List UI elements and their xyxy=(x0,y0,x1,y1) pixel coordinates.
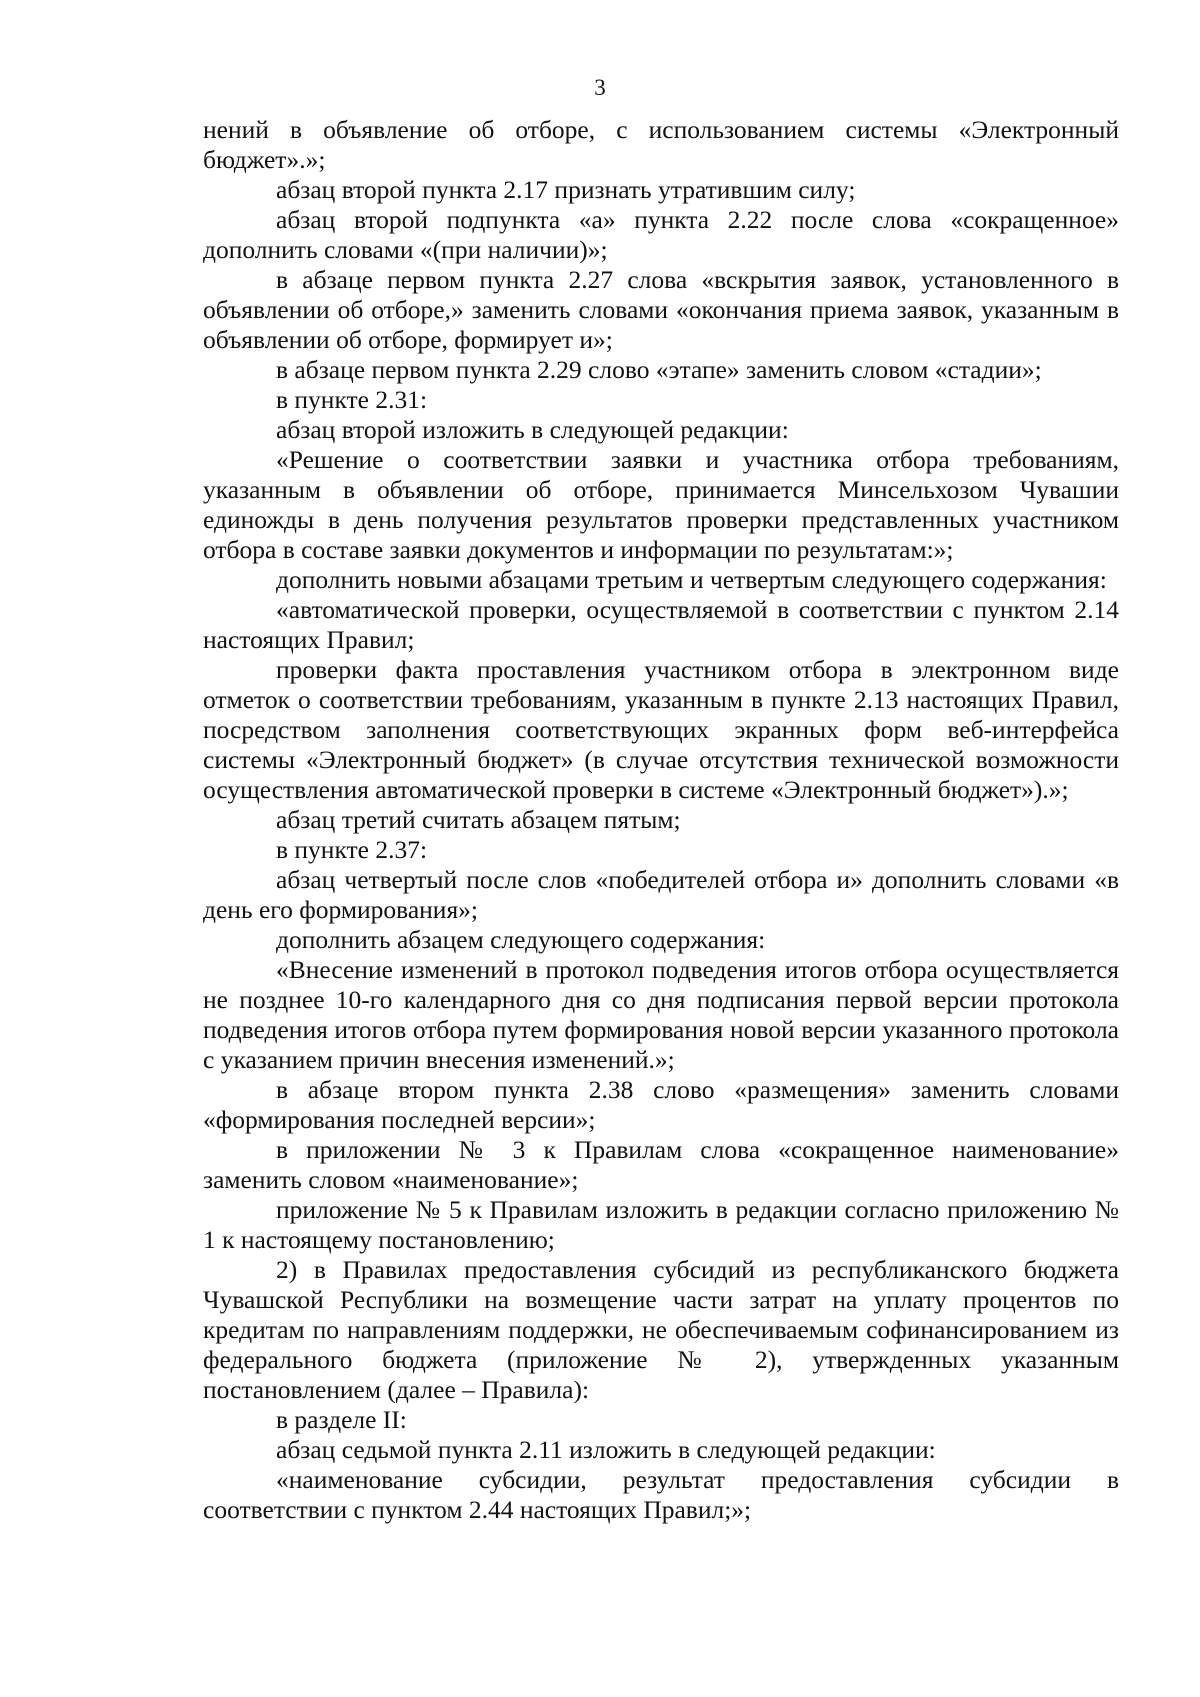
paragraph: дополнить абзацем следующего содержания: xyxy=(276,925,766,954)
paragraph: в абзаце первом пункта 2.29 слово «этапе» заменить словом «стадии»; xyxy=(276,355,1042,384)
paragraph: дополнить новыми абзацами третьим и четвертым следующего содержания: xyxy=(276,565,1107,594)
paragraph: абзац четвертый после слов «победителей отбора и» дополнить словами «в день его формирования»; xyxy=(203,865,1119,924)
paragraph: абзац седьмой пункта 2.11 изложить в следующей редакции: xyxy=(276,1435,936,1464)
paragraph: абзац третий считать абзацем пятым; xyxy=(276,805,681,834)
paragraph: в пункте 2.37: xyxy=(276,835,428,864)
paragraph: абзац второй изложить в следующей редакции: xyxy=(276,415,789,444)
page-number: 3 xyxy=(594,75,606,100)
paragraph: в приложении № 3 к Правилам слова «сокращенное наименование» заменить словом «наименование»; xyxy=(203,1135,1119,1194)
paragraph: абзац второй подпункта «а» пункта 2.22 после слова «сокращенное» дополнить словами «(при наличии)»; xyxy=(203,205,1119,264)
paragraph: в разделе II: xyxy=(276,1405,407,1434)
paragraph: проверки факта проставления участником отбора в электронном виде отметок о соответствии требованиям, указанным в пункте 2.13 настоящих Правил, посредством заполнения соответствующих экранных форм веб-интерфейса системы «Электронный бюджет» (в случае отсутствия технической возможности осуществления автоматической проверки в системе «Электронный бюджет»).»; xyxy=(203,655,1119,804)
paragraph: абзац второй пункта 2.17 признать утратившим силу; xyxy=(276,175,856,204)
paragraph: «Решение о соответствии заявки и участника отбора требованиям, указанным в объявлении об отборе, принимается Минсельхозом Чувашии единожды в день получения результатов проверки представленных участником отбора в составе заявки документов и информации по результатам:»; xyxy=(203,445,1119,564)
paragraph: нений в объявление об отборе, с использованием системы «Электронный бюджет».»; xyxy=(203,115,1119,174)
paragraph: «Внесение изменений в протокол подведения итогов отбора осуществляется не позднее 10-го календарного дня со дня подписания первой версии протокола подведения итогов отбора путем формирования новой версии указанного протокола с указанием причин внесения изменений.»; xyxy=(203,955,1119,1074)
document-body xyxy=(203,115,1119,1525)
paragraph: в абзаце втором пункта 2.38 слово «размещения» заменить словами «формирования последней версии»; xyxy=(203,1075,1119,1134)
paragraph: в абзаце первом пункта 2.27 слова «вскрытия заявок, установленного в объявлении об отборе,» заменить словами «окончания приема заявок, указанным в объявлении об отборе, формирует и»; xyxy=(203,265,1119,354)
paragraph: «автоматической проверки, осуществляемой в соответствии с пунктом 2.14 настоящих Правил; xyxy=(203,595,1119,654)
paragraph: 2) в Правилах предоставления субсидий из республиканского бюджета Чувашской Республики на возмещение части затрат на уплату процентов по кредитам по направлениям поддержки, не обеспечиваемым софинансированием из федерального бюджета (приложение № 2), утвержденных указанным постановлением (далее – Правила): xyxy=(203,1255,1119,1404)
paragraph: «наименование субсидии, результат предоставления субсидии в соответствии с пунктом 2.44 настоящих Правил;»; xyxy=(203,1465,1119,1524)
paragraph: в пункте 2.31: xyxy=(276,385,428,414)
paragraph: приложение № 5 к Правилам изложить в редакции согласно приложению № 1 к настоящему постановлению; xyxy=(203,1195,1119,1254)
